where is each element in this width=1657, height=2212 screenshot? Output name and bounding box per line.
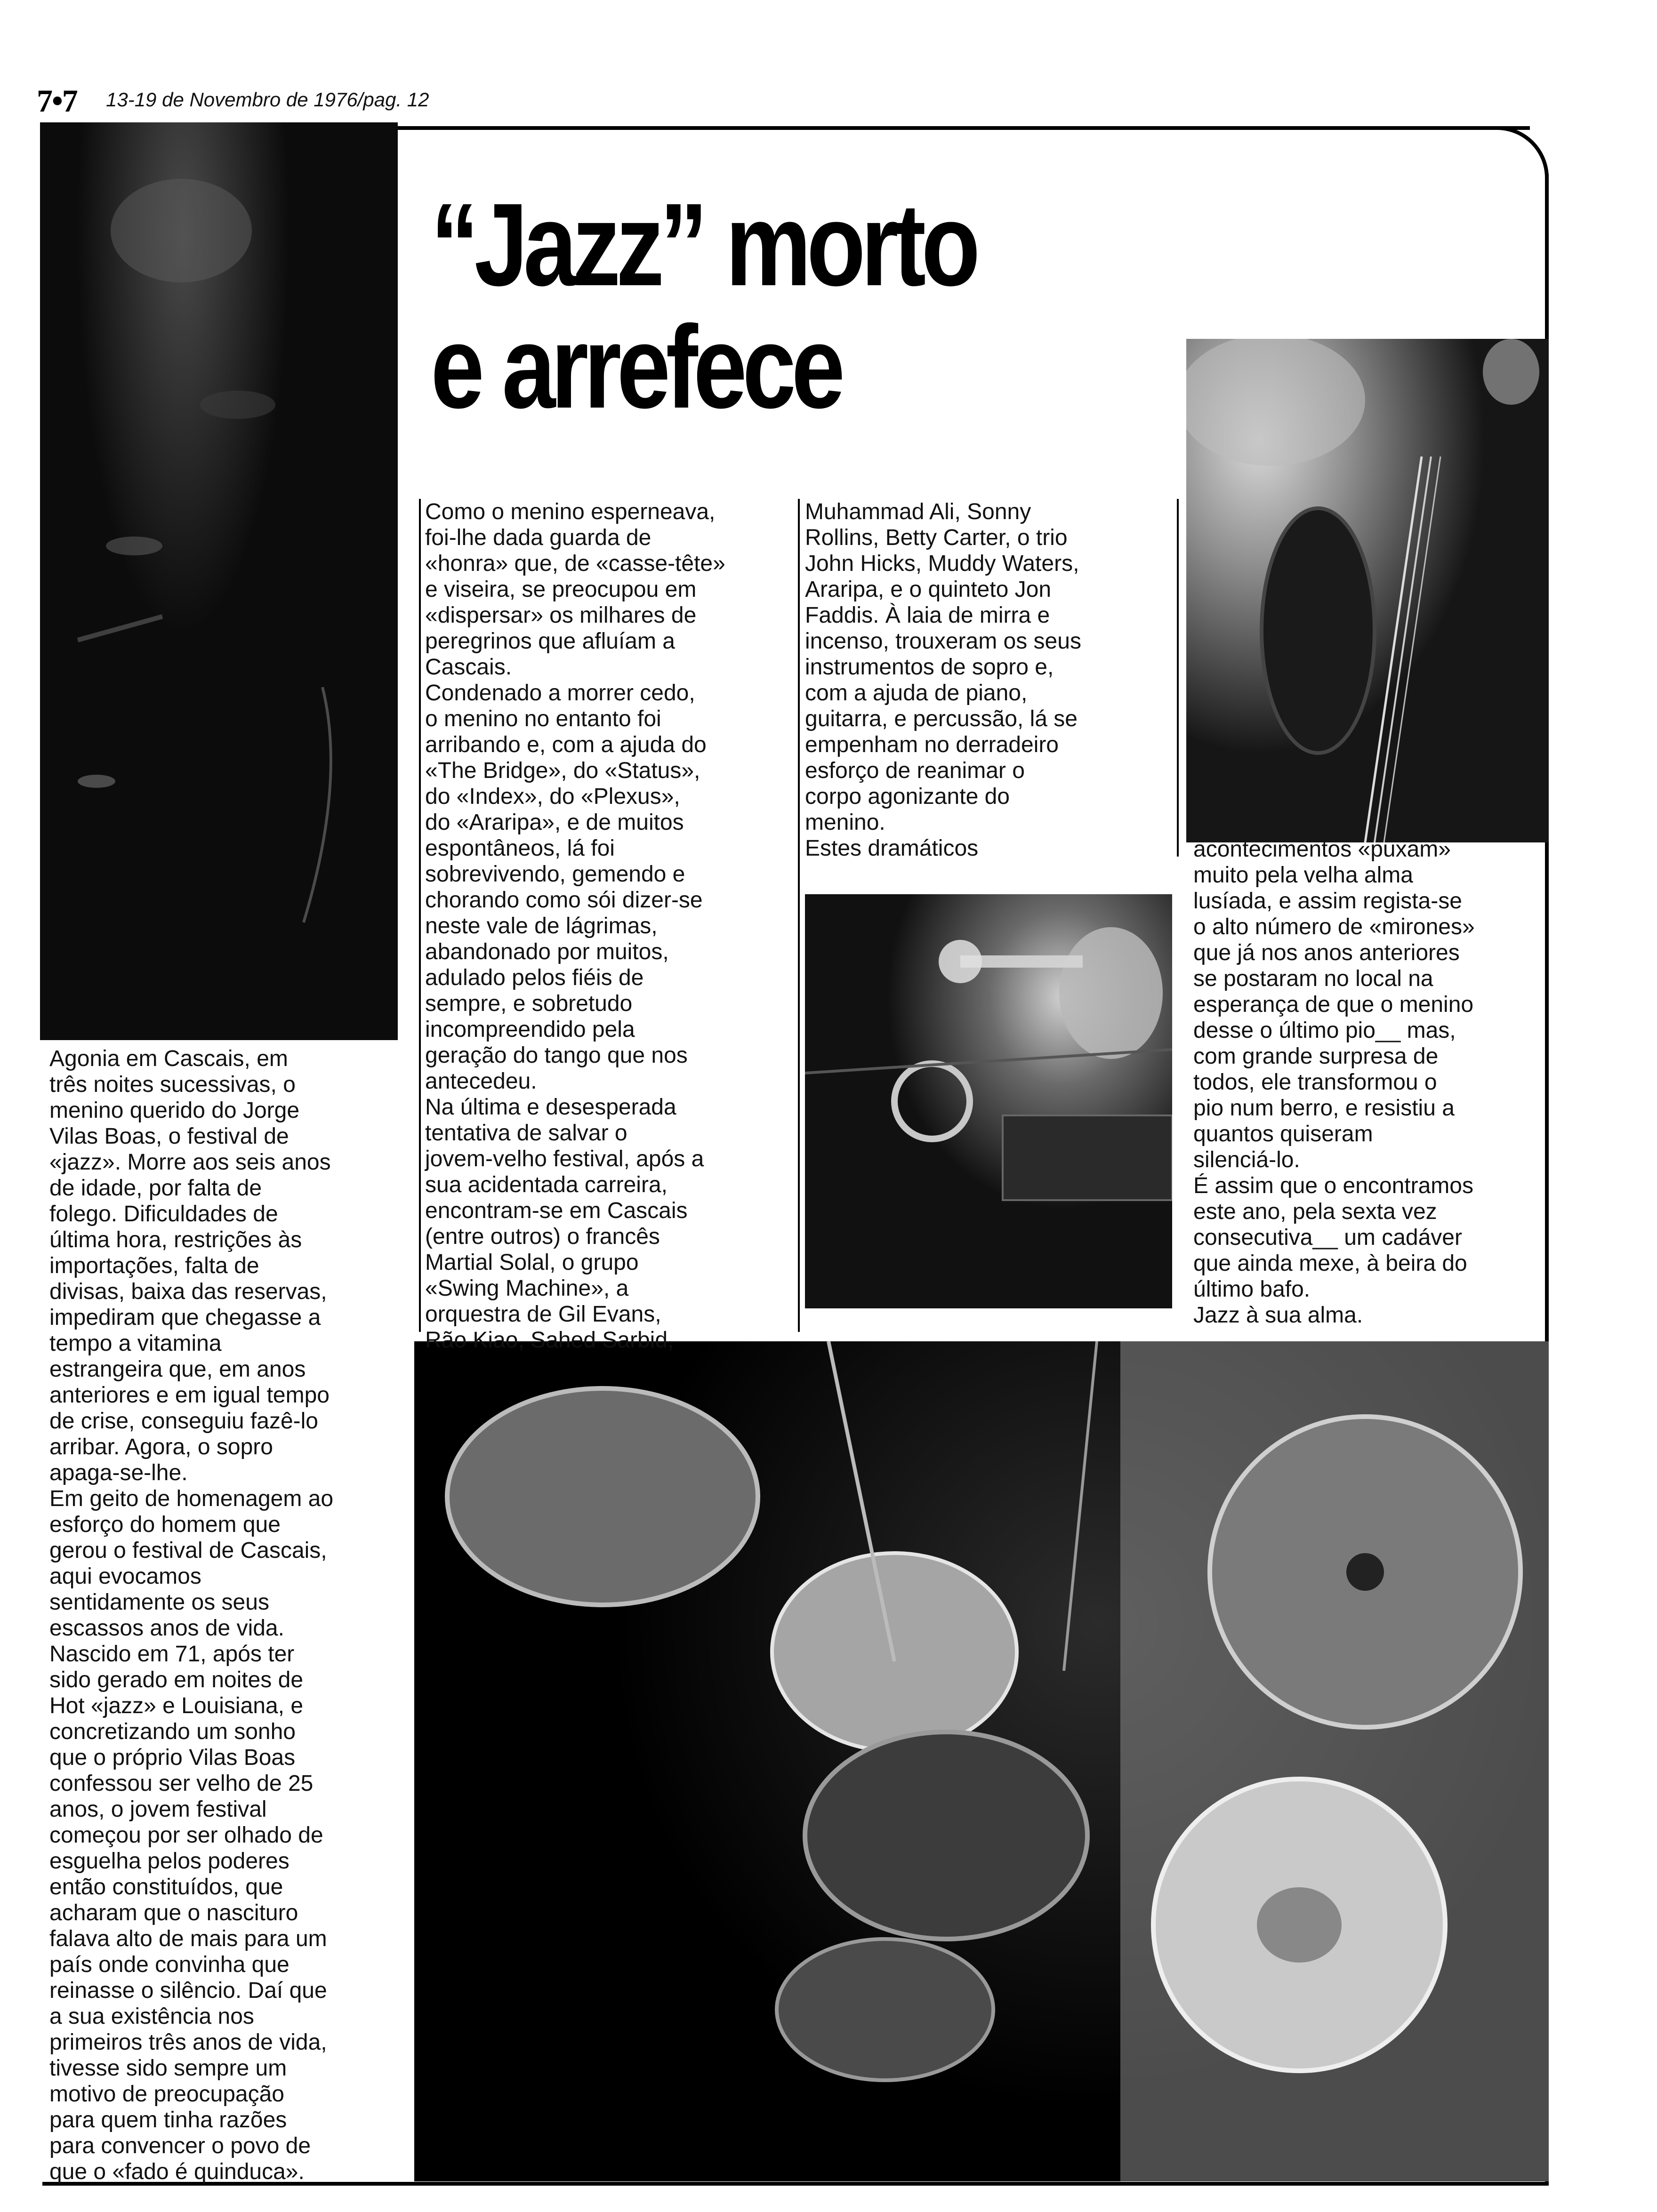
article-line: com a ajuda de piano, <box>805 681 1028 705</box>
article-line: quantos quiseram <box>1193 1122 1373 1146</box>
article-line: motivo de preocupação <box>49 2082 284 2107</box>
article-line: Rão Kiao, Sahed Sarbid, <box>425 1328 674 1353</box>
article-line: reinasse o silêncio. Daí que <box>49 1978 327 2003</box>
frame-corner <box>1497 126 1549 178</box>
article-line: que ainda mexe, à beira do <box>1193 1251 1467 1276</box>
article-line: instrumentos de sopro e, <box>805 655 1054 680</box>
article-line: «The Bridge», do «Status», <box>425 758 700 783</box>
headline <box>431 179 976 433</box>
article-line: É assim que o encontramos <box>1193 1173 1473 1198</box>
article-line: tempo a vitamina <box>49 1331 222 1356</box>
article-line: país onde convinha que <box>49 1952 290 1977</box>
article-line: sempre, e sobretudo <box>425 991 633 1016</box>
article-line: John Hicks, Muddy Waters, <box>805 551 1079 576</box>
column-rule <box>1177 499 1179 857</box>
article-line: sobrevivendo, gemendo e <box>425 862 685 887</box>
article-line: pio num berro, e resistiu a <box>1193 1096 1455 1121</box>
article-line: então constituídos, que <box>49 1875 283 1899</box>
article-line: «dispersar» os milhares de <box>425 603 697 628</box>
article-line: empenham no derradeiro <box>805 732 1059 757</box>
article-line: esguelha pelos poderes <box>49 1849 290 1874</box>
article-line: arribar. Agora, o sopro <box>49 1435 273 1459</box>
article-line: tivesse sido sempre um <box>49 2056 287 2081</box>
article-line: incompreendido pela <box>425 1017 635 1042</box>
article-line: três noites sucessivas, o <box>49 1072 296 1097</box>
article-line: orquestra de Gil Evans, <box>425 1302 661 1327</box>
article-line: esforço de reanimar o <box>805 758 1025 783</box>
article-line: se postaram no local na <box>1193 966 1433 991</box>
article-line: muito pela velha alma <box>1193 863 1413 888</box>
article-line: jovem-velho festival, após a <box>425 1146 704 1171</box>
headline-line-2: e arrefece <box>431 301 841 433</box>
article-line: o menino no entanto foi <box>425 706 661 731</box>
article-line: que já nos anos anteriores <box>1193 940 1460 965</box>
article-line: silenciá-lo. <box>1193 1147 1300 1172</box>
column-rule <box>798 499 800 1332</box>
article-line: do «Araripa», e de muitos <box>425 810 684 835</box>
article-line: incenso, trouxeram os seus <box>805 629 1081 654</box>
article-line: apaga-se-lhe. <box>49 1460 188 1485</box>
article-line: Araripa, e o quinteto Jon <box>805 577 1052 602</box>
article-line: menino. <box>805 810 885 835</box>
article-line: (entre outros) o francês <box>425 1224 660 1249</box>
article-column-2 <box>425 499 792 1353</box>
article-line: sentidamente os seus <box>49 1590 269 1615</box>
headline-line-1: “Jazz” morto <box>431 179 976 310</box>
article-line: de crise, conseguiu fazê-lo <box>49 1409 318 1434</box>
article-line: geração do tango que nos <box>425 1043 688 1068</box>
article-line: corpo agonizante do <box>805 784 1010 809</box>
article-line: Muhammad Ali, Sonny <box>805 499 1031 524</box>
article-line: anos, o jovem festival <box>49 1797 267 1822</box>
article-line: guitarra, e percussão, lá se <box>805 706 1078 731</box>
article-line: «jazz». Morre aos seis anos <box>49 1150 331 1175</box>
article-line: antecedeu. <box>425 1069 537 1094</box>
article-line: Vilas Boas, o festival de <box>49 1124 289 1149</box>
article-line: acontecimentos «puxam» <box>1193 837 1451 862</box>
article-line: que o próprio Vilas Boas <box>49 1745 296 1770</box>
article-line: começou por ser olhado de <box>49 1823 323 1848</box>
article-line: concretizando um sonho <box>49 1719 296 1744</box>
article-line: consecutiva__ um cadáver <box>1193 1225 1462 1250</box>
article-line: Hot «jazz» e Louisiana, e <box>49 1693 304 1718</box>
article-line: divisas, baixa das reservas, <box>49 1279 327 1304</box>
article-line: confessou ser velho de 25 <box>49 1771 314 1796</box>
article-line: sua acidentada carreira, <box>425 1172 668 1197</box>
article-line: espontâneos, lá foi <box>425 836 615 861</box>
article-line: peregrinos que afluíam a <box>425 629 675 654</box>
article-line: Em geito de homenagem ao <box>49 1486 334 1511</box>
article-line: esperança de que o menino <box>1193 992 1474 1017</box>
article-line: esforço do homem que <box>49 1512 281 1537</box>
article-line: Na última e desesperada <box>425 1095 676 1120</box>
article-line: «Swing Machine», a <box>425 1276 629 1301</box>
article-line: a sua existência nos <box>49 2004 254 2029</box>
article-line: Agonia em Cascais, em <box>49 1046 288 1071</box>
article-line: foi-lhe dada guarda de <box>425 525 652 550</box>
article-line: o alto número de «mirones» <box>1193 914 1475 939</box>
article-line: de idade, por falta de <box>49 1176 262 1201</box>
article-line: Como o menino esperneava, <box>425 499 716 524</box>
article-line: encontram-se em Cascais <box>425 1198 688 1223</box>
article-line: folego. Dificuldades de <box>49 1202 278 1226</box>
article-line: «honra» que, de «casse-tête» <box>425 551 725 576</box>
article-line: Faddis. À laia de mirra e <box>805 603 1050 628</box>
article-line: tentativa de salvar o <box>425 1121 627 1146</box>
article-line: desse o último pio__ mas, <box>1193 1018 1456 1043</box>
article-line: todos, ele transformou o <box>1193 1070 1437 1095</box>
article-line: último bafo. <box>1193 1277 1311 1302</box>
article-line: acharam que o nascituro <box>49 1900 298 1925</box>
dateline: 13-19 de Novembro de 1976/pag. 12 <box>106 88 429 111</box>
article-line: Condenado a morrer cedo, <box>425 681 695 705</box>
article-line: primeiros três anos de vida, <box>49 2030 327 2055</box>
frame-rule-top <box>391 126 1530 130</box>
article-line: Rollins, Betty Carter, o trio <box>805 525 1068 550</box>
article-column-1 <box>49 1046 412 2185</box>
article-line: gerou o festival de Cascais, <box>49 1538 327 1563</box>
article-line: com grande surpresa de <box>1193 1044 1439 1069</box>
article-line: chorando como sói dizer-se <box>425 888 703 913</box>
article-line: que o «fado é quinduca». <box>49 2159 305 2184</box>
article-line: e viseira, se preocupou em <box>425 577 697 602</box>
article-line: menino querido do Jorge <box>49 1098 300 1123</box>
article-line: arribando e, com a ajuda do <box>425 732 707 757</box>
photo-drum-kit-overhead <box>414 1341 1549 2181</box>
article-line: para convencer o povo de <box>49 2133 311 2158</box>
article-line: adulado pelos fiéis de <box>425 965 644 990</box>
article-line: do «Index», do «Plexus», <box>425 784 680 809</box>
article-line: este ano, pela sexta vez <box>1193 1199 1437 1224</box>
article-line: abandonado por muitos, <box>425 939 669 964</box>
article-line: última hora, restrições às <box>49 1227 302 1252</box>
photo-musician-dark <box>40 122 398 1040</box>
article-line: aqui evocamos <box>49 1564 201 1589</box>
photo-double-bass <box>1186 339 1549 842</box>
article-line: sido gerado em noites de <box>49 1667 304 1692</box>
article-line: para quem tinha razões <box>49 2108 287 2132</box>
article-line: lusíada, e assim regista-se <box>1193 889 1462 914</box>
article-line: estrangeira que, em anos <box>49 1357 306 1382</box>
article-column-3 <box>805 499 1172 861</box>
article-line: Estes dramáticos <box>805 836 979 861</box>
article-line: Cascais. <box>425 655 512 680</box>
article-line: importações, falta de <box>49 1253 259 1278</box>
article-column-4 <box>1193 836 1542 1328</box>
article-line: Martial Solal, o grupo <box>425 1250 639 1275</box>
article-line: falava alto de mais para um <box>49 1926 327 1951</box>
article-line: impediram que chegasse a <box>49 1305 321 1330</box>
article-line: neste vale de lágrimas, <box>425 914 658 938</box>
article-line: Jazz à sua alma. <box>1193 1303 1363 1328</box>
column-rule <box>419 499 421 1332</box>
article-line: Nascido em 71, após ter <box>49 1642 295 1667</box>
masthead-logo: 7•7 <box>37 83 77 119</box>
article-line: escassos anos de vida. <box>49 1616 284 1641</box>
photo-trumpet-player <box>805 894 1172 1308</box>
article-line: anteriores e em igual tempo <box>49 1383 330 1408</box>
